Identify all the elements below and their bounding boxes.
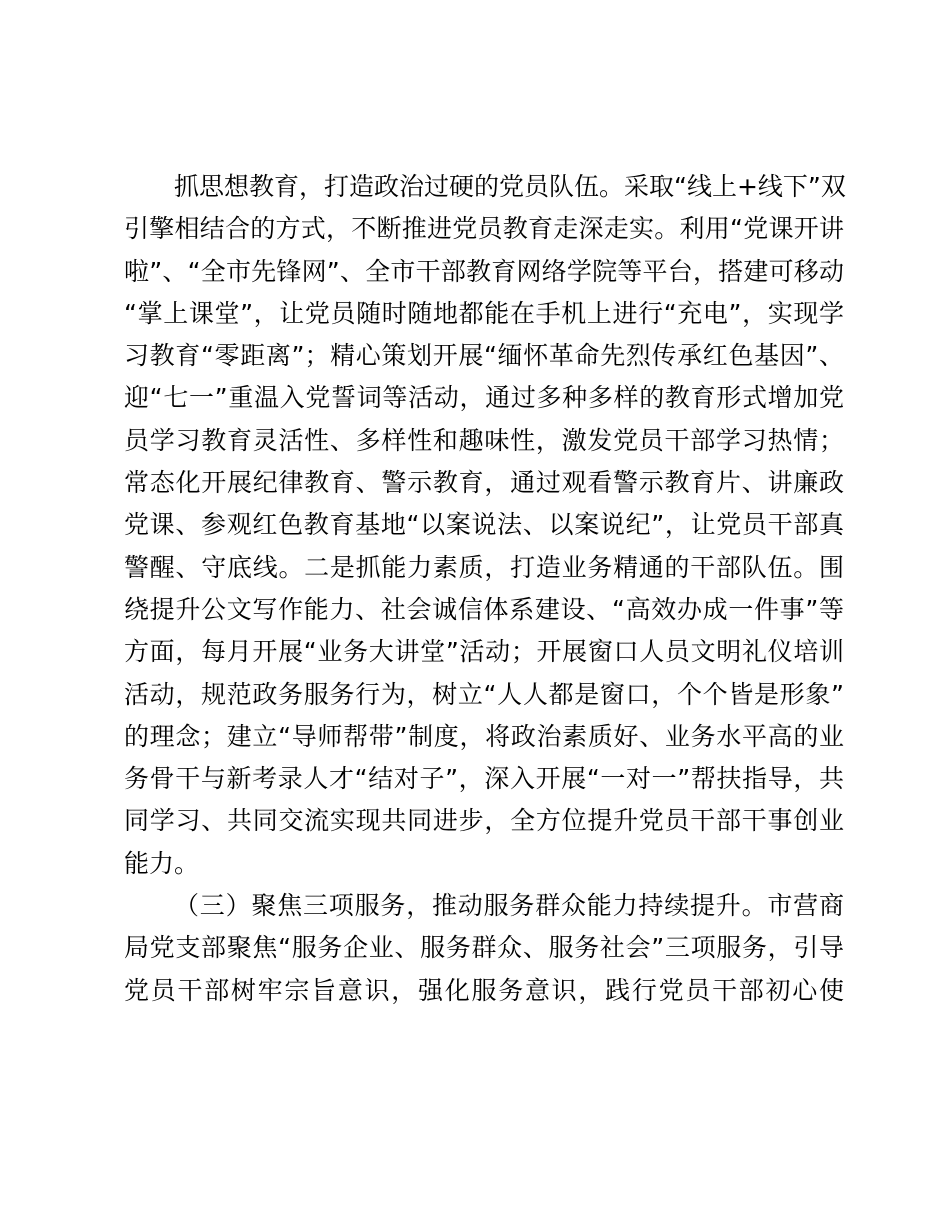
body-text (124, 166, 844, 1012)
text-line: 的理念；建立“导师帮带”制度，将政治素质好、业务水平高的业 (124, 721, 844, 751)
text-line: 引擎相结合的方式，不断推进党员教育走深走实。利用“党课开讲 (124, 214, 844, 244)
section-heading-line: （三）聚焦三项服务，推动服务群众能力持续提升。市营商 (174, 891, 844, 921)
text-line: 党员干部树牢宗旨意识，强化服务意识，践行党员干部初心使 (124, 975, 844, 1005)
text-line: 方面，每月开展“业务大讲堂”活动；开展窗口人员文明礼仪培训 (124, 637, 844, 667)
text-line: 务骨干与新考录人才“结对子”，深入开展“一对一”帮扶指导，共 (124, 764, 844, 794)
text-line: 绕提升公文写作能力、社会诚信体系建设、“高效办成一件事”等 (124, 594, 844, 624)
text-line: 迎“七一”重温入党誓词等活动，通过多种多样的教育形式增加党 (124, 383, 844, 413)
text-line: 啦”、“全市先锋网”、全市干部教育网络学院等平台，搭建可移动 (124, 256, 844, 286)
text-line: 警醒、守底线。二是抓能力素质，打造业务精通的干部队伍。围 (124, 552, 844, 582)
text-line: 习教育“零距离”；精心策划开展“缅怀革命先烈传承红色基因”、 (124, 341, 844, 371)
text-line: 同学习、共同交流实现共同进步，全方位提升党员干部干事创业 (124, 806, 844, 836)
text-line: 活动，规范政务服务行为，树立“人人都是窗口，个个皆是形象” (124, 679, 844, 709)
text-line: 局党支部聚焦“服务企业、服务群众、服务社会”三项服务，引导 (124, 933, 844, 963)
text-line: 常态化开展纪律教育、警示教育，通过观看警示教育片、讲廉政 (124, 468, 844, 498)
text-line: 抓思想教育，打造政治过硬的党员队伍。采取“线上+线下”双 (174, 172, 846, 201)
text-line: 员学习教育灵活性、多样性和趣味性，激发党员干部学习热情； (124, 425, 844, 455)
text-line: 党课、参观红色教育基地“以案说法、以案说纪”，让党员干部真 (124, 510, 844, 540)
text-line: “掌上课堂”，让党员随时随地都能在手机上进行“充电”，实现学 (124, 298, 844, 328)
text-line: 能力。 (124, 848, 200, 878)
